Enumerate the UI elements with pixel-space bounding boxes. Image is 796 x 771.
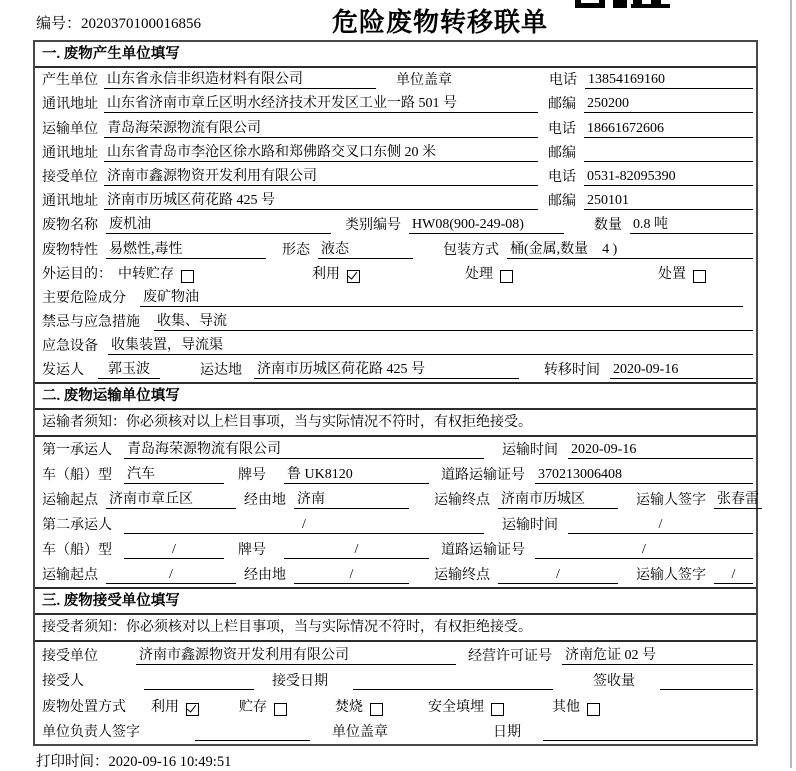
field-row-transporter-address bbox=[35, 141, 756, 165]
plate-label: 牌号 bbox=[238, 468, 266, 484]
purpose-label: 外运目的： bbox=[42, 266, 112, 282]
checkbox-disposal-utilize bbox=[186, 703, 199, 716]
phone-label: 电话 bbox=[548, 121, 576, 137]
zip-label: 邮编 bbox=[548, 97, 576, 113]
destination-label: 运达地 bbox=[200, 363, 242, 379]
plate-label: 牌号 bbox=[238, 543, 266, 559]
seal-label: 单位盖章 bbox=[396, 73, 452, 89]
checkbox-transfer-storage bbox=[181, 270, 194, 283]
serial-value: 2020370100016856 bbox=[81, 16, 202, 32]
disposal-option-storage: 贮存 bbox=[239, 699, 267, 715]
equipment-label: 应急设备 bbox=[42, 339, 98, 355]
field-row-waste-name bbox=[35, 213, 756, 237]
producer-address: 山东省济南市章丘区明水经济技术开发区工业一路 501 号 bbox=[104, 96, 538, 113]
accept-date-value bbox=[353, 673, 553, 690]
shipper-name: 郭玉波 bbox=[98, 362, 160, 379]
category-code: HW08(900-249-08) bbox=[409, 217, 564, 234]
purpose-option-treat: 处理 bbox=[465, 266, 493, 282]
field-row-purpose bbox=[35, 262, 756, 286]
waste-name-label: 废物名称 bbox=[42, 218, 98, 234]
field-row-first-carrier bbox=[35, 437, 756, 462]
carrier-signature-value: / bbox=[714, 567, 753, 584]
category-label: 类别编号 bbox=[345, 218, 401, 234]
transporter-zip bbox=[584, 145, 753, 162]
field-row-receiver bbox=[35, 165, 756, 189]
page-title: 危险废物转移联单 bbox=[332, 8, 549, 37]
road-permit-label: 道路运输证号 bbox=[441, 468, 525, 484]
field-row-taboo-measures bbox=[35, 310, 756, 334]
section1-header: 一. 废物产生单位填写 bbox=[35, 42, 756, 68]
road-permit-value: / bbox=[535, 542, 753, 559]
endpoint-label: 运输终点 bbox=[434, 493, 490, 509]
phone-label: 电话 bbox=[549, 73, 577, 89]
shipper-label: 发运人 bbox=[42, 363, 84, 379]
transfer-time-label: 转移时间 bbox=[544, 363, 600, 379]
field-row-emergency-equipment bbox=[35, 334, 756, 358]
page-right-edge bbox=[790, 0, 792, 768]
road-permit-value: 370213006408 bbox=[535, 467, 753, 484]
accept-unit-value: 济南市鑫源物资开发利用有限公司 bbox=[136, 648, 456, 665]
transport-time-label: 运输时间 bbox=[502, 443, 558, 459]
origin-value: 济南市章丘区 bbox=[106, 492, 236, 509]
second-carrier-value: / bbox=[124, 517, 484, 534]
section2-notice: 运输者须知：你必须核对以上栏目事项，当与实际情况不符时，有权拒绝接受。 bbox=[35, 410, 756, 437]
field-row-vehicle2 bbox=[35, 537, 756, 562]
checkbox-disposal-landfill bbox=[491, 703, 504, 716]
taboo-label: 禁忌与应急措施 bbox=[42, 315, 140, 331]
phone-label: 电话 bbox=[548, 169, 576, 185]
receiver-label: 接受单位 bbox=[42, 169, 98, 185]
via-value: 济南 bbox=[294, 492, 409, 509]
received-qty-label: 签收量 bbox=[593, 674, 635, 690]
receiver-phone: 0531-82095390 bbox=[584, 169, 753, 186]
hazard-value: 废矿物油 bbox=[140, 290, 743, 307]
accept-unit-label: 接受单位 bbox=[42, 648, 98, 664]
serial-number-line bbox=[36, 12, 201, 33]
transport-time-value: 2020-09-16 bbox=[568, 442, 753, 459]
field-row-route2 bbox=[35, 562, 756, 587]
checkbox-dispose bbox=[693, 270, 706, 283]
endpoint-value: 济南市历城区 bbox=[498, 492, 618, 509]
endpoint-label: 运输终点 bbox=[434, 568, 490, 584]
print-time-label: 打印时间： bbox=[36, 754, 109, 770]
waste-name: 废机油 bbox=[106, 217, 331, 234]
field-row-hazard-component bbox=[35, 286, 756, 310]
destination-value: 济南市历城区荷花路 425 号 bbox=[254, 362, 519, 379]
checkbox-disposal-other bbox=[587, 703, 600, 716]
disposal-option-utilize: 利用 bbox=[151, 699, 179, 715]
transport-time-value: / bbox=[568, 517, 753, 534]
producer-zip: 250200 bbox=[584, 96, 753, 113]
received-qty-value bbox=[660, 673, 753, 690]
zip-label: 邮编 bbox=[548, 194, 576, 210]
responsible-signature-label: 单位负责人签字 bbox=[42, 725, 140, 741]
field-row-vehicle1 bbox=[35, 462, 756, 487]
field-row-responsible-signature bbox=[35, 719, 756, 745]
manifest-form bbox=[33, 40, 758, 746]
transporter-label: 运输单位 bbox=[42, 121, 98, 137]
vehicle-type-value: 汽车 bbox=[124, 467, 224, 484]
section3-header: 三. 废物接受单位填写 bbox=[35, 587, 756, 615]
form-value: 液态 bbox=[318, 242, 413, 259]
responsible-signature-value bbox=[195, 724, 310, 741]
address-label: 通讯地址 bbox=[42, 194, 98, 210]
packing-value: 桶(金属,数量 4 ) bbox=[507, 242, 753, 259]
field-row-accept-person bbox=[35, 668, 756, 694]
via-label: 经由地 bbox=[244, 568, 286, 584]
properties-label: 废物特性 bbox=[42, 242, 98, 258]
purpose-option-dispose: 处置 bbox=[658, 266, 686, 282]
second-carrier-label: 第二承运人 bbox=[42, 518, 112, 534]
field-row-waste-properties bbox=[35, 237, 756, 261]
properties-value: 易燃性,毒性 bbox=[106, 242, 266, 259]
field-row-producer-address bbox=[35, 92, 756, 116]
hazard-label: 主要危险成分 bbox=[42, 290, 126, 306]
serial-label: 编号： bbox=[36, 16, 82, 32]
qr-code-fragment bbox=[575, 0, 670, 9]
receiver-zip: 250101 bbox=[584, 193, 753, 210]
packing-label: 包装方式 bbox=[443, 242, 499, 258]
disposal-label: 废物处置方式 bbox=[42, 699, 126, 715]
section2-header: 二. 废物运输单位填写 bbox=[35, 382, 756, 410]
zip-label: 邮编 bbox=[548, 145, 576, 161]
accept-person-value bbox=[144, 673, 254, 690]
date-value bbox=[543, 724, 753, 741]
producer-value: 山东省永信非织造材料有限公司 bbox=[104, 72, 376, 89]
transporter-value: 青岛海荣源物流有限公司 bbox=[104, 121, 538, 138]
license-label: 经营许可证号 bbox=[468, 648, 552, 664]
equipment-value: 收集装置，导流渠 bbox=[108, 338, 753, 355]
section3-body bbox=[35, 642, 756, 744]
producer-phone: 13854169160 bbox=[585, 72, 753, 89]
origin-value: / bbox=[106, 567, 236, 584]
field-row-route1 bbox=[35, 487, 759, 512]
accept-person-label: 接受人 bbox=[42, 674, 84, 690]
transfer-time-value: 2020-09-16 bbox=[610, 362, 753, 379]
field-row-accept-unit bbox=[35, 642, 756, 668]
vehicle-type-label: 车（船）型 bbox=[42, 468, 112, 484]
section3-notice: 接受者须知：你必须核对以上栏目事项，当与实际情况不符时，有权拒绝接受。 bbox=[35, 615, 756, 642]
vehicle-type-label: 车（船）型 bbox=[42, 543, 112, 559]
road-permit-label: 道路运输证号 bbox=[441, 543, 525, 559]
carrier-signature-value: 张春雷 bbox=[714, 492, 762, 509]
address-label: 通讯地址 bbox=[42, 145, 98, 161]
field-row-receiver-address bbox=[35, 189, 756, 213]
taboo-value: 收集、导流 bbox=[154, 314, 753, 331]
disposal-option-incinerate: 焚烧 bbox=[335, 699, 363, 715]
receiver-value: 济南市鑫源物资开发利用有限公司 bbox=[104, 169, 538, 186]
checkbox-utilize bbox=[347, 270, 360, 283]
section2-body bbox=[35, 437, 759, 587]
field-row-shipper bbox=[35, 358, 756, 382]
plate-value: / bbox=[284, 542, 429, 559]
unit-seal-label: 单位盖章 bbox=[332, 725, 388, 741]
quantity-value: 0.8 吨 bbox=[630, 217, 753, 234]
transporter-phone: 18661672606 bbox=[584, 121, 753, 138]
carrier-signature-label: 运输人签字 bbox=[636, 568, 706, 584]
disposal-option-other: 其他 bbox=[552, 699, 580, 715]
field-row-disposal-method bbox=[35, 693, 756, 719]
purpose-option-transfer-storage: 中转贮存 bbox=[118, 266, 174, 282]
vehicle-type-value: / bbox=[124, 542, 224, 559]
transport-time-label: 运输时间 bbox=[502, 518, 558, 534]
section1-body bbox=[35, 68, 756, 382]
via-label: 经由地 bbox=[244, 493, 286, 509]
accept-date-label: 接受日期 bbox=[272, 674, 328, 690]
checkbox-disposal-storage bbox=[274, 703, 287, 716]
transporter-address: 山东省青岛市李沧区徐水路和郑佛路交叉口东侧 20 米 bbox=[104, 145, 538, 162]
origin-label: 运输起点 bbox=[42, 568, 98, 584]
origin-label: 运输起点 bbox=[42, 493, 98, 509]
address-label: 通讯地址 bbox=[42, 97, 98, 113]
date-label: 日期 bbox=[493, 725, 521, 741]
via-value: / bbox=[294, 567, 409, 584]
carrier-signature-label: 运输人签字 bbox=[636, 493, 706, 509]
print-time-value: 2020-09-16 10:49:51 bbox=[108, 754, 232, 770]
checkbox-treat bbox=[500, 270, 513, 283]
license-value: 济南危证 02 号 bbox=[562, 648, 753, 665]
form-label: 形态 bbox=[282, 242, 310, 258]
quantity-label: 数量 bbox=[594, 218, 622, 234]
first-carrier-value: 青岛海荣源物流有限公司 bbox=[124, 442, 484, 459]
first-carrier-label: 第一承运人 bbox=[42, 443, 112, 459]
plate-value: 鲁 UK8120 bbox=[284, 467, 429, 484]
checkbox-disposal-incinerate bbox=[370, 703, 383, 716]
producer-label: 产生单位 bbox=[42, 73, 98, 89]
purpose-option-utilize: 利用 bbox=[312, 266, 340, 282]
disposal-option-landfill: 安全填埋 bbox=[428, 699, 484, 715]
receiver-address: 济南市历城区荷花路 425 号 bbox=[104, 193, 538, 210]
field-row-producer bbox=[35, 68, 756, 92]
field-row-transporter bbox=[35, 116, 756, 140]
field-row-second-carrier bbox=[35, 512, 756, 537]
endpoint-value: / bbox=[498, 567, 618, 584]
